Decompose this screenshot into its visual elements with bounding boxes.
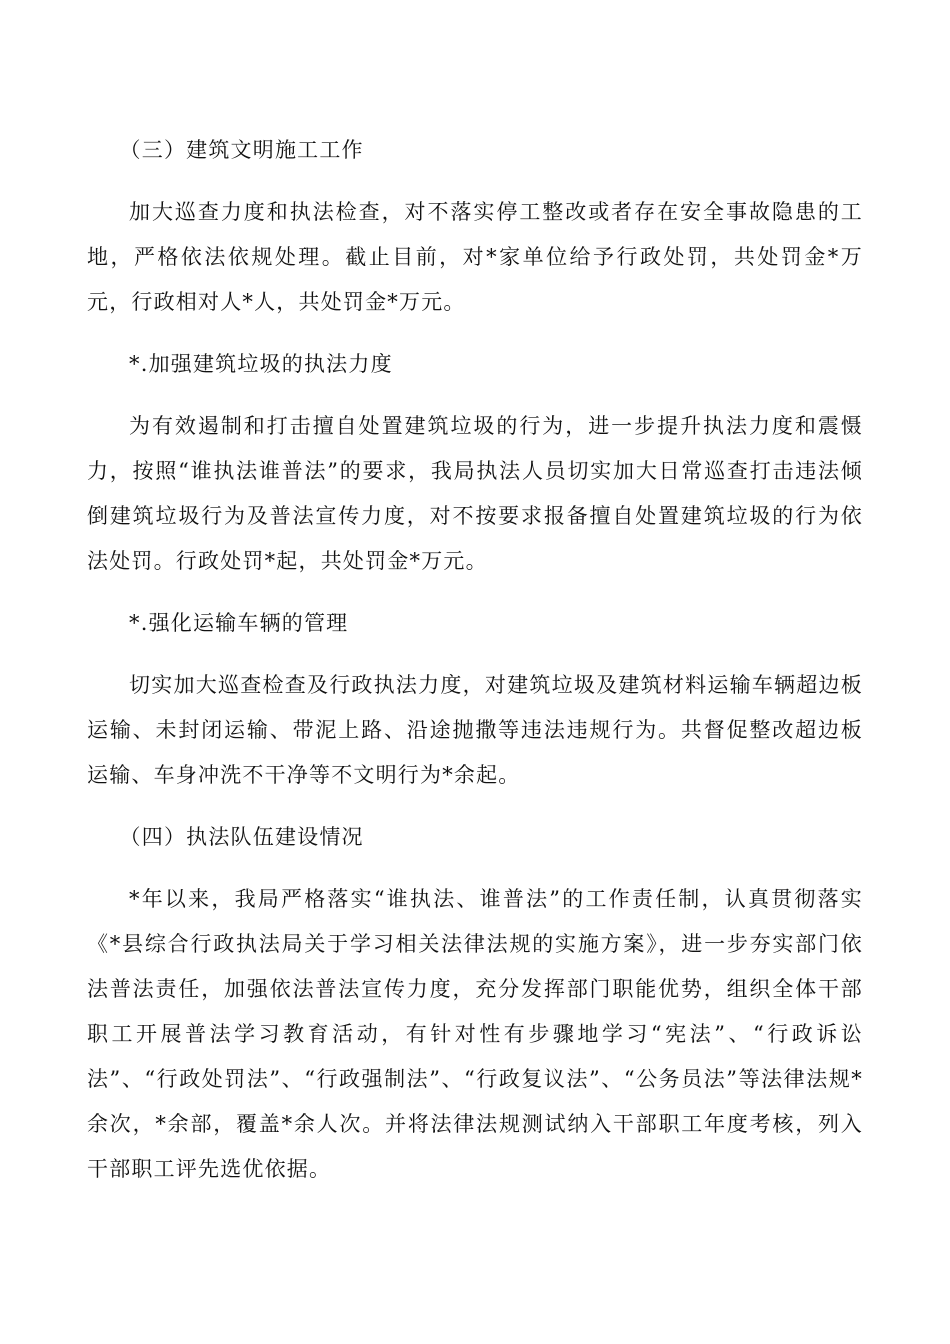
paragraph-team-building: *年以来，我局严格落实“谁执法、谁普法”的工作责任制，认真贯彻落实《*县综合行政执法局关于学习相关法律法规的实施方案》，进一步夯实部门依法普法责任，加强依法普法宣传力度，充分发挥部门职能优势，组织全体干部职工开展普法学习教育活动，有针对性有步骤地学习“宪法”、“行政诉讼法”、“行政处罚法”、“行政强制法”、“行政复议法”、“公务员法”等法律法规*余次，*余部，覆盖*余人次。并将法律法规测试纳入干部职工年度考核，列入干部职工评先选优依据。 bbox=[87, 887, 863, 1181]
paragraph-construction-civilization: 加大巡查力度和执法检查，对不落实停工整改或者存在安全事故隐患的工地，严格依法依规处理。截止目前，对*家单位给予行政处罚，共处罚金*万元，行政相对人*人，共处罚金*万元。 bbox=[87, 200, 863, 314]
subheading-construction-waste: *.加强建筑垃圾的执法力度 bbox=[129, 352, 393, 376]
section-heading-3: （三）建筑文明施工工作 bbox=[119, 138, 364, 162]
paragraph-construction-waste: 为有效遏制和打击擅自处置建筑垃圾的行为，进一步提升执法力度和震慑力，按照“谁执法谁普法”的要求，我局执法人员切实加大日常巡查打击违法倾倒建筑垃圾行为及普法宣传力度，对不按要求报备擅自处置建筑垃圾的行为依法处罚。行政处罚*起，共处罚金*万元。 bbox=[87, 414, 863, 573]
document-body bbox=[87, 128, 863, 1209]
section-heading-4: （四）执法队伍建设情况 bbox=[119, 825, 364, 849]
paragraph-transport-vehicles: 切实加大巡查检查及行政执法力度，对建筑垃圾及建筑材料运输车辆超边板运输、未封闭运输、带泥上路、沿途抛撒等违法违规行为。共督促整改超边板运输、车身冲洗不干净等不文明行为*余起。 bbox=[87, 673, 863, 787]
subheading-transport-vehicles: *.强化运输车辆的管理 bbox=[129, 611, 349, 635]
